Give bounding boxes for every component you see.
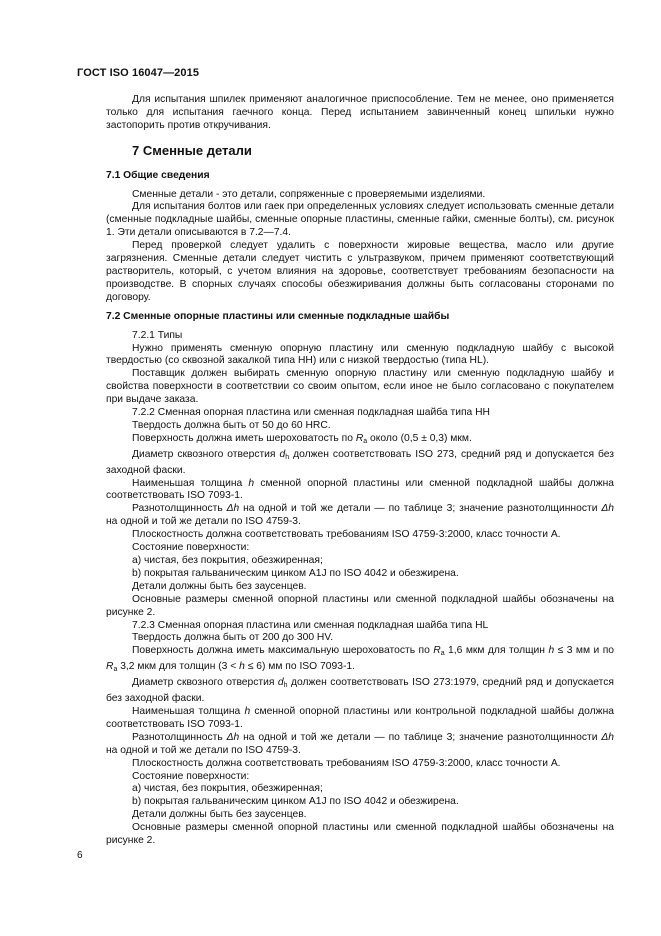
paragraph: Плоскостность должна соответствовать требованиям ISO 4759-3:2000, класс точности А.	[132, 529, 561, 541]
paragraph: Поставщик должен выбирать сменную опорную пластину или сменную подкладную шайбу и свойства поверхности в соответствии со своим опытом, если иное не было согласовано с покупателем при выдаче заказа.	[106, 368, 614, 406]
paragraph: Поверхность должна иметь максимальную шероховатость по $R_a$ 1,6 мкм для толщин h ≤ 3 мм и по $R_a$ 3,2 мкм для толщин (3 < h ≤ 6) мм по ISO 7093-1.	[106, 645, 614, 674]
paragraph: Диаметр сквозного отверстия $d_h$ должен соответствовать ISO 273:1979, средний ряд и допускается без заходной фаски.	[106, 677, 615, 705]
document-header: ГОСТ ISO 16047—2015	[77, 67, 200, 79]
list-item: а) чистая, без покрытия, обезжиренная;	[132, 783, 323, 795]
section-7-2-3-heading: 7.2.3 Сменная опорная пластина или сменная подкладная шайба типа HL	[132, 619, 489, 631]
paragraph: Основные размеры сменной опорной пластины или сменной подкладной шайбы обозначены на рисунке 2.	[106, 822, 614, 847]
section-7-2-1-heading: 7.2.1 Типы	[132, 329, 183, 341]
paragraph: Перед проверкой следует удалить с поверхности жировые вещества, масло или другие загрязнения. Сменные детали следует чистить с ультразвуком, причем применяют соответствующий растворитель, который, с учетом влияния на здоровье, соответствует требованиям безопасности на производстве. В спорных случаях способы обезжиривания должны быть согласованы сторонами по договору.	[106, 240, 614, 303]
section-7-2-heading: 7.2 Сменные опорные пластины или сменные подкладные шайбы	[106, 310, 450, 322]
paragraph: Нужно применять сменную опорную пластину или сменную подкладную шайбу с высокой твердостью (со сквозной закалкой типа HH) или с низкой твердостью (типа HL).	[106, 342, 614, 367]
paragraph: Сменные детали - это детали, сопряженные с проверяемыми изделиями.	[132, 188, 486, 200]
paragraph: Наименьшая толщина h сменной опорной пластины или сменной подкладной шайбы должна соответствовать ISO 7093-1.	[106, 477, 614, 502]
paragraph: Состояние поверхности:	[132, 542, 250, 554]
document-body	[106, 94, 614, 848]
paragraph: Наименьшая толщина h сменной опорной пластины или контрольной подкладной шайбы должна соответствовать ISO 7093-1.	[106, 705, 614, 730]
list-item: b) покрытая гальваническим цинком A1J по ISO 4042 и обезжирена.	[132, 567, 459, 579]
paragraph: Поверхность должна иметь шероховатость по $R_a$ около (0,5 ± 0,3) мкм.	[132, 432, 472, 445]
section-7-1-heading: 7.1 Общие сведения	[106, 169, 210, 181]
section-7-heading: 7 Сменные детали	[132, 142, 252, 158]
paragraph: Для испытания болтов или гаек при определенных условиях следует использовать сменные детали (сменные подкладные шайбы, сменные опорные пластины, сменные гайки, сменные болты), см. рисунок 1. Эти детали описываются в 7.2—7.4.	[106, 201, 614, 239]
list-item: а) чистая, без покрытия, обезжиренная;	[132, 555, 323, 566]
intro-paragraph: Для испытания шпилек применяют аналогичное приспособление. Тем не менее, оно применяется только для испытания гаечного конца. Перед испытанием завинченный конец шпильки нужно застопорить против откручивания.	[106, 94, 614, 131]
page-number: 6	[77, 850, 83, 861]
paragraph: Плоскостность должна соответствовать требованиям ISO 4759-3:2000, класс точности А.	[132, 757, 561, 769]
paragraph: Разнотолщинность Δh на одной и той же детали — по таблице 3; значение разнотолщинности Δh на одной и той же детали по ISO 4759-3.	[106, 503, 614, 528]
section-7-2-2-heading: 7.2.2 Сменная опорная пластина или сменная подкладная шайба типа HH	[132, 407, 490, 419]
paragraph: Твердость должна быть от 50 до 60 HRC.	[132, 419, 331, 431]
paragraph: Разнотолщинность Δh на одной и той же детали — по таблице 3; значение разнотолщинности Δh на одной и той же детали по ISO 4759-3.	[106, 731, 614, 756]
paragraph: Детали должны быть без заусенцев.	[132, 809, 307, 821]
paragraph: Состояние поверхности:	[132, 770, 250, 782]
list-item: b) покрытая гальваническим цинком A1J по ISO 4042 и обезжирена.	[132, 796, 459, 808]
paragraph: Основные размеры сменной опорной пластины или сменной подкладной шайбы обозначены на рисунке 2.	[106, 593, 614, 618]
paragraph: Твердость должна быть от 200 до 300 HV.	[132, 632, 334, 644]
paragraph: Детали должны быть без заусенцев.	[132, 580, 307, 592]
paragraph: Диаметр сквозного отверстия $d_h$ должен соответствовать ISO 273, средний ряд и допускается без заходной фаски.	[106, 448, 614, 476]
